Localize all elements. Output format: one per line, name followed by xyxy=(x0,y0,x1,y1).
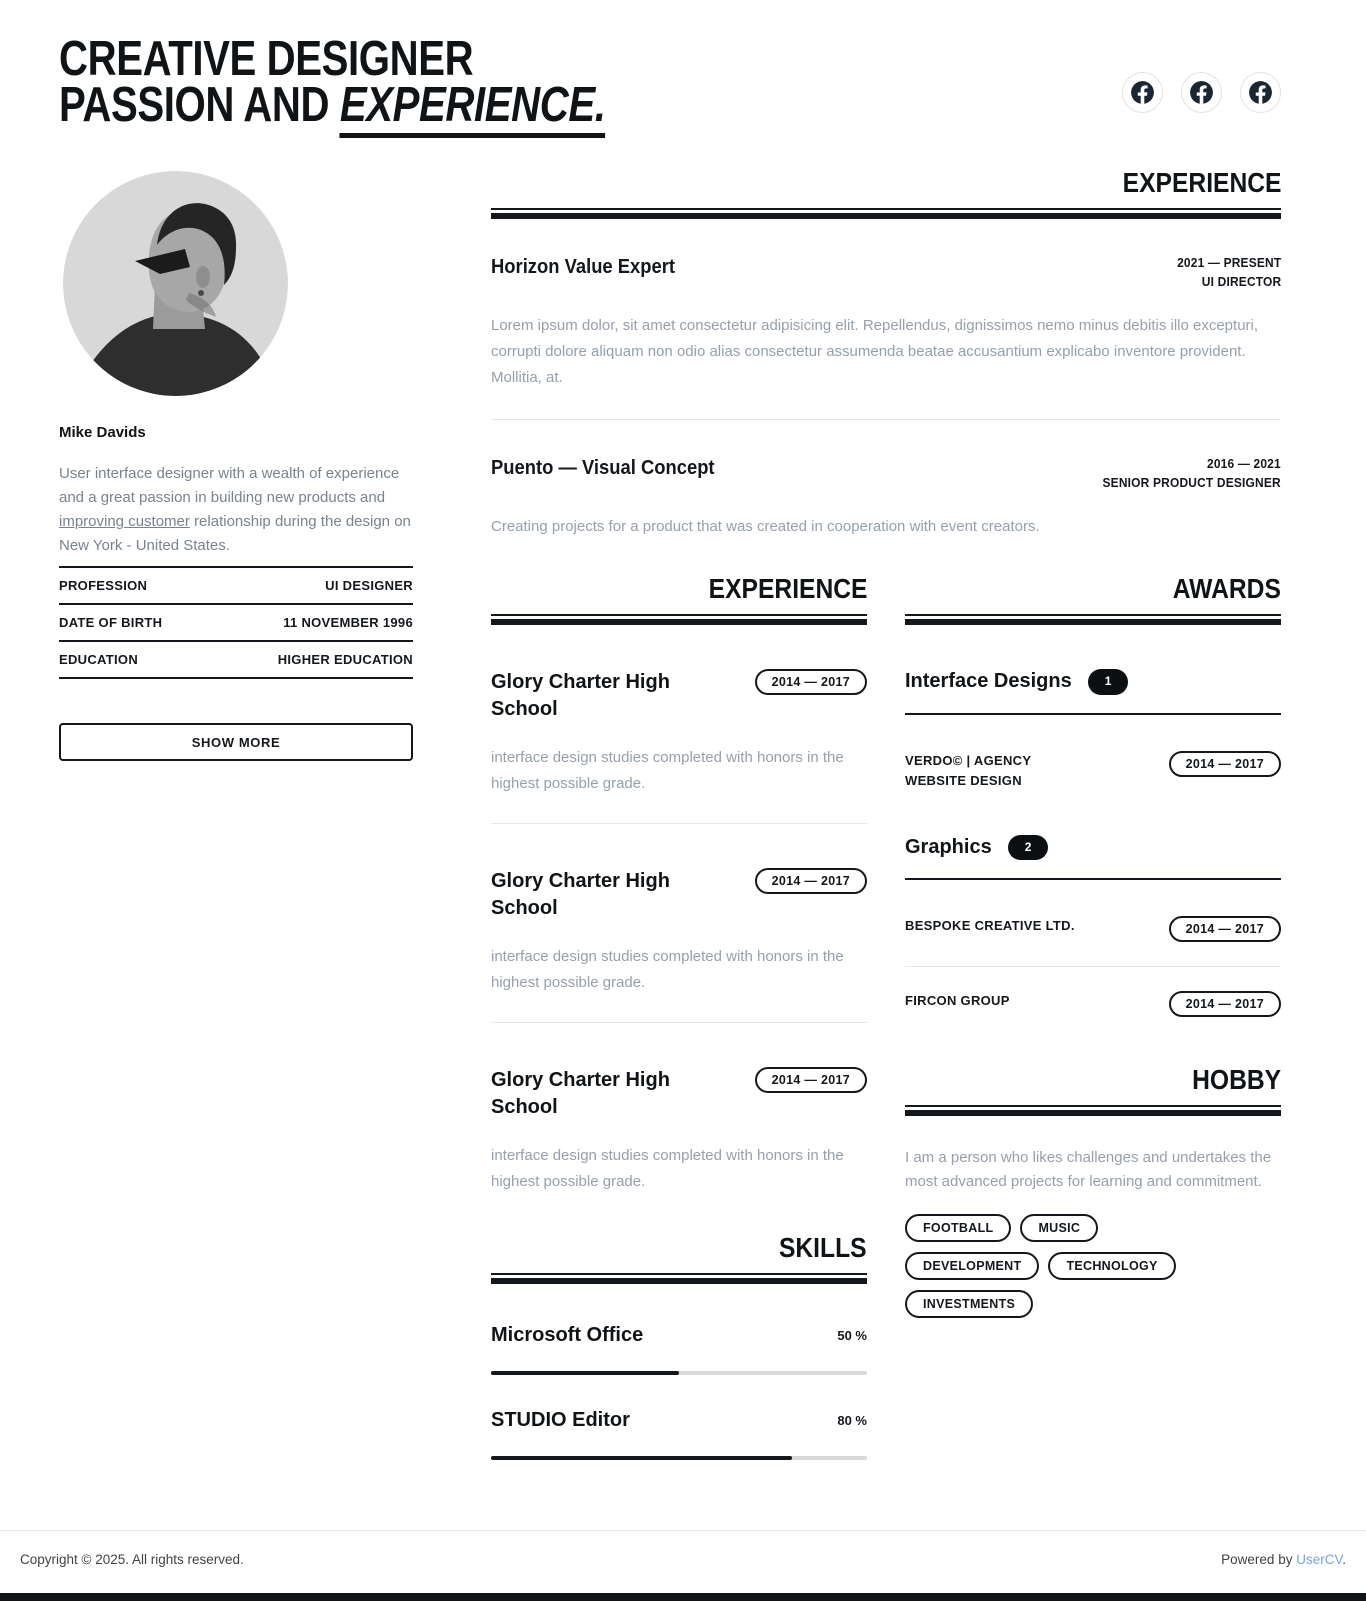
job-period: 2021 — PRESENT xyxy=(1176,255,1281,270)
award-entry xyxy=(905,991,1281,1017)
skills-heading: SKILLS xyxy=(779,1232,867,1263)
skill-percent: 50 % xyxy=(837,1328,867,1343)
fact-row-profession xyxy=(59,566,413,603)
facebook-icon xyxy=(1131,81,1154,104)
profile-photo xyxy=(63,171,288,396)
skill-item xyxy=(491,1409,867,1460)
job-period: 2016 — 2021 xyxy=(1207,456,1281,471)
fact-label: PROFESSION xyxy=(59,578,148,593)
education-item-header xyxy=(491,1067,867,1121)
hobby-tag: TECHNOLOGY xyxy=(1048,1252,1175,1280)
powered-by: Powered by UserCV. xyxy=(1221,1552,1346,1567)
education-description: interface design studies completed with honors in the highest possible grade. xyxy=(491,749,844,792)
title-line-2 xyxy=(59,78,606,132)
award-name: VERDO© | AGENCY WEBSITE DESIGN xyxy=(905,752,1032,788)
divider xyxy=(491,1022,867,1023)
job-item-header xyxy=(491,253,1281,291)
hobby-tag: DEVELOPMENT xyxy=(905,1252,1039,1280)
page-title xyxy=(59,32,725,132)
bio-link[interactable]: improving customer xyxy=(59,513,190,530)
hobby-tag: INVESTMENTS xyxy=(905,1290,1033,1318)
facebook-icon xyxy=(1190,81,1213,104)
bio-text-before: User interface designer with a wealth of experience and a great passion in building new products and xyxy=(59,465,400,506)
divider xyxy=(905,966,1281,967)
experience-section xyxy=(491,168,1281,540)
social-facebook-2[interactable] xyxy=(1181,72,1222,113)
content xyxy=(59,168,1281,1460)
period-badge: 2014 — 2017 xyxy=(755,669,867,695)
job-item-header xyxy=(491,454,1281,492)
school-name: Glory Charter High School xyxy=(491,1069,670,1118)
education-item-header xyxy=(491,669,867,723)
bottom-bar xyxy=(0,1593,1366,1601)
fact-row-date-of-birth xyxy=(59,603,413,640)
usercv-link[interactable]: UserCV xyxy=(1296,1552,1343,1567)
skill-name: Microsoft Office xyxy=(491,1324,644,1346)
hobby-tag: FOOTBALL xyxy=(905,1214,1011,1242)
title-emphasis: EXPERIENCE. xyxy=(340,78,606,138)
award-group-title: Interface Designs xyxy=(905,670,1072,693)
award-rule xyxy=(905,713,1281,715)
award-entry xyxy=(905,916,1281,942)
experience-heading: EXPERIENCE xyxy=(1122,167,1281,198)
period-badge: 2014 — 2017 xyxy=(1169,916,1281,942)
header xyxy=(59,0,1281,132)
award-group xyxy=(905,669,1281,791)
skill-progress-fill xyxy=(491,1456,792,1460)
education-item xyxy=(491,1067,867,1195)
hobby-tag: MUSIC xyxy=(1020,1214,1098,1242)
skill-progress-fill xyxy=(491,1371,679,1375)
award-group-title: Graphics xyxy=(905,835,992,858)
skill-progress-track xyxy=(491,1371,867,1375)
show-more-button[interactable]: SHOW MORE xyxy=(59,723,413,761)
job-company: Puento — Visual Concept xyxy=(491,457,715,479)
education-description: interface design studies completed with honors in the highest possible grade. xyxy=(491,948,844,991)
fact-value: HIGHER EDUCATION xyxy=(277,652,413,667)
section-rule xyxy=(491,1273,867,1284)
education-item-header xyxy=(491,868,867,922)
awards-heading: AWARDS xyxy=(1172,573,1281,604)
job-meta xyxy=(1103,454,1281,492)
education-skills-column xyxy=(491,574,867,1460)
hobby-description: I am a person who likes challenges and undertakes the most advanced projects for learning and commitment. xyxy=(905,1149,1272,1191)
period-badge: 2014 — 2017 xyxy=(755,1067,867,1093)
hobby-heading: HOBBY xyxy=(1192,1064,1281,1096)
award-group xyxy=(905,835,1281,1018)
education-heading: EXPERIENCE xyxy=(708,573,867,604)
social-facebook-1[interactable] xyxy=(1122,72,1163,113)
job-meta xyxy=(1177,253,1281,291)
social-links xyxy=(1122,72,1281,113)
period-badge: 2014 — 2017 xyxy=(1169,751,1281,777)
skill-item xyxy=(491,1324,867,1375)
job-role: SENIOR PRODUCT DESIGNER xyxy=(1102,475,1281,490)
title-line-2-prefix: PASSION AND xyxy=(59,78,340,132)
award-name: BESPOKE CREATIVE LTD. xyxy=(905,918,1075,934)
section-rule xyxy=(905,1105,1281,1116)
award-name: FIRCON GROUP xyxy=(905,993,1010,1009)
section-rule xyxy=(491,614,867,625)
skill-progress-track xyxy=(491,1456,867,1460)
skill-name: STUDIO Editor xyxy=(491,1409,630,1431)
education-item xyxy=(491,669,867,824)
title-line-1: CREATIVE DESIGNER xyxy=(59,32,474,86)
awards-hobby-column xyxy=(905,574,1281,1460)
job-description: Lorem ipsum dolor, sit amet consectetur adipisicing elit. Repellendus, dignissimos nemo minus debitis illo excepturi, corrupti dolore aliquam non odio alias consectetur assumenda beatae accusantium explicabo inventore provident. Mollitia, at. xyxy=(491,317,1259,386)
school-name: Glory Charter High School xyxy=(491,671,670,720)
main xyxy=(491,168,1281,1460)
section-rule xyxy=(491,208,1281,219)
award-entry xyxy=(905,751,1281,791)
divider xyxy=(491,823,867,824)
education-item xyxy=(491,868,867,1023)
social-facebook-3[interactable] xyxy=(1240,72,1281,113)
person-name: Mike Davids xyxy=(59,424,146,441)
period-badge: 2014 — 2017 xyxy=(755,868,867,894)
award-count-badge: 1 xyxy=(1088,669,1129,695)
page xyxy=(59,0,1281,1460)
footer xyxy=(0,1530,1366,1601)
education-description: interface design studies completed with honors in the highest possible grade. xyxy=(491,1147,844,1190)
skill-percent: 80 % xyxy=(837,1413,867,1428)
school-name: Glory Charter High School xyxy=(491,870,670,919)
job-company: Horizon Value Expert xyxy=(491,256,676,278)
fact-label: DATE OF BIRTH xyxy=(59,615,163,630)
section-rule xyxy=(905,614,1281,625)
job-role: UI DIRECTOR xyxy=(1201,274,1281,289)
person-bio xyxy=(59,462,413,558)
copyright-text: Copyright © 2025. All rights reserved. xyxy=(20,1552,244,1567)
fact-label: EDUCATION xyxy=(59,652,139,667)
bio-text-after: relationship during the design on New York - United States. xyxy=(59,513,411,554)
facts-table xyxy=(59,566,413,679)
hobby-tags xyxy=(905,1214,1205,1318)
award-count-badge: 2 xyxy=(1008,835,1049,861)
fact-value: UI DESIGNER xyxy=(325,578,413,593)
job-description: Creating projects for a product that was created in cooperation with event creators. xyxy=(491,518,1040,535)
award-rule xyxy=(905,878,1281,880)
period-badge: 2014 — 2017 xyxy=(1169,991,1281,1017)
sidebar xyxy=(59,168,413,1460)
fact-value: 11 NOVEMBER 1996 xyxy=(283,615,413,630)
fact-row-education xyxy=(59,640,413,679)
facebook-icon xyxy=(1249,81,1272,104)
divider xyxy=(491,419,1281,420)
two-column-area xyxy=(491,574,1281,1460)
